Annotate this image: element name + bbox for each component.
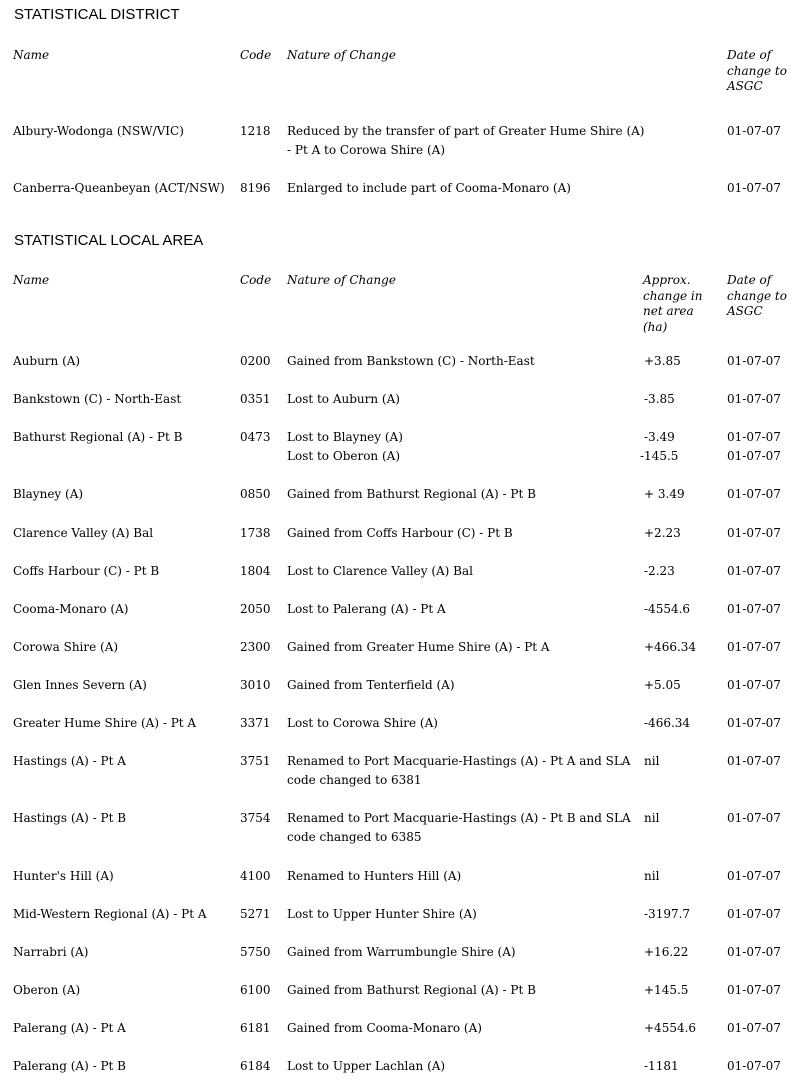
sla-row-area: -1181 bbox=[644, 1059, 679, 1073]
sla-row-date: 01-07-07 bbox=[727, 811, 781, 825]
sla-row-nature: Lost to Corowa Shire (A) bbox=[287, 716, 438, 730]
sla-row-name: Clarence Valley (A) Bal bbox=[13, 526, 154, 540]
sla-row-name: Cooma-Monaro (A) bbox=[13, 602, 129, 616]
sd-header-name: Name bbox=[13, 48, 50, 62]
sd-row-nature: Reduced by the transfer of part of Greater Hume Shire (A) bbox=[287, 124, 645, 138]
sla-row-area: -3.85 bbox=[644, 392, 675, 406]
sd-row-code: 8196 bbox=[240, 181, 271, 195]
sla-row-name: Hastings (A) - Pt A bbox=[13, 754, 126, 768]
sla-row-area: -2.23 bbox=[644, 564, 675, 578]
sla-row-nature: Gained from Bathurst Regional (A) - Pt B bbox=[287, 983, 536, 997]
sla-row-area: nil bbox=[644, 754, 660, 768]
sla-row-area: -3197.7 bbox=[644, 907, 691, 921]
sla-row-nature: Lost to Upper Lachlan (A) bbox=[287, 1059, 446, 1073]
sla-row-name: Glen Innes Severn (A) bbox=[13, 678, 147, 692]
sla-row-date: 01-07-07 bbox=[727, 907, 781, 921]
sla-row-area: +3.85 bbox=[644, 354, 681, 368]
sla-header-area: Approx. change in net area (ha) bbox=[643, 273, 703, 334]
sla-row-code: 3754 bbox=[240, 811, 271, 825]
sd-row-nature: - Pt A to Corowa Shire (A) bbox=[287, 143, 445, 157]
sla-row-date: 01-07-07 bbox=[727, 526, 781, 540]
sla-row-date: 01-07-07 bbox=[727, 716, 781, 730]
sd-header-date: Date of change to ASGC bbox=[727, 48, 787, 93]
sla-row-nature: Gained from Warrumbungle Shire (A) bbox=[287, 945, 516, 959]
sla-row-nature: Renamed to Port Macquarie-Hastings (A) - Pt A and SLA bbox=[287, 754, 631, 768]
sla-row-code: 6100 bbox=[240, 983, 271, 997]
sla-row-name: Greater Hume Shire (A) - Pt A bbox=[13, 716, 197, 730]
sla-row-name: Palerang (A) - Pt A bbox=[13, 1021, 126, 1035]
sla-row-code: 0351 bbox=[240, 392, 271, 406]
sla-row-nature: code changed to 6385 bbox=[287, 830, 422, 844]
sla-row-code: 5271 bbox=[240, 907, 271, 921]
sla-row-date: 01-07-07 bbox=[727, 564, 781, 578]
sla-row-name: Coffs Harbour (C) - Pt B bbox=[13, 564, 160, 578]
sla-row-nature: code changed to 6381 bbox=[287, 773, 422, 787]
sla-row-nature: Lost to Oberon (A) bbox=[287, 449, 401, 463]
sla-row-name: Bankstown (C) - North-East bbox=[13, 392, 182, 406]
sla-row-area: -4554.6 bbox=[644, 602, 691, 616]
sla-header-name: Name bbox=[13, 273, 50, 287]
sla-row-name: Corowa Shire (A) bbox=[13, 640, 119, 654]
sla-row-area: +4554.6 bbox=[644, 1021, 697, 1035]
sla-row-nature: Lost to Auburn (A) bbox=[287, 392, 400, 406]
sla-row-date: 01-07-07 bbox=[727, 945, 781, 959]
sd-header-code: Code bbox=[240, 48, 272, 62]
sla-row-date: 01-07-07 bbox=[727, 754, 781, 768]
sla-row-area: +466.34 bbox=[644, 640, 697, 654]
sd-row-code: 1218 bbox=[240, 124, 271, 138]
sla-row-name: Hastings (A) - Pt B bbox=[13, 811, 127, 825]
sla-row-code: 2050 bbox=[240, 602, 271, 616]
sd-row-name: Canberra-Queanbeyan (ACT/NSW) bbox=[13, 181, 225, 195]
sla-row-area: -466.34 bbox=[644, 716, 691, 730]
sla-row-date: 01-07-07 bbox=[727, 1059, 781, 1073]
sla-row-code: 6184 bbox=[240, 1059, 271, 1073]
sla-row-area: +16.22 bbox=[644, 945, 689, 959]
sd-row-date: 01-07-07 bbox=[727, 181, 781, 195]
sla-header-nature: Nature of Change bbox=[287, 273, 396, 287]
sla-row-code: 5750 bbox=[240, 945, 271, 959]
sla-row-nature: Gained from Bathurst Regional (A) - Pt B bbox=[287, 487, 536, 501]
sd-row-nature: Enlarged to include part of Cooma-Monaro (A) bbox=[287, 181, 571, 195]
sla-row-code: 4100 bbox=[240, 869, 271, 883]
sla-row-code: 3010 bbox=[240, 678, 271, 692]
sla-row-date: 01-07-07 bbox=[727, 678, 781, 692]
sla-row-area: +145.5 bbox=[644, 983, 689, 997]
sla-row-area: +5.05 bbox=[644, 678, 681, 692]
sla-row-code: 6181 bbox=[240, 1021, 271, 1035]
sla-row-area: + 3.49 bbox=[644, 487, 685, 501]
sla-row-date: 01-07-07 bbox=[727, 487, 781, 501]
sla-row-nature: Renamed to Hunters Hill (A) bbox=[287, 869, 462, 883]
sla-row-name: Oberon (A) bbox=[13, 983, 81, 997]
sla-row-name: Palerang (A) - Pt B bbox=[13, 1059, 126, 1073]
sla-row-nature: Lost to Palerang (A) - Pt A bbox=[287, 602, 446, 616]
sd-header-nature: Nature of Change bbox=[287, 48, 396, 62]
sla-row-code: 1804 bbox=[240, 564, 271, 578]
sla-row-name: Narrabri (A) bbox=[13, 945, 89, 959]
sla-row-nature: Gained from Tenterfield (A) bbox=[287, 678, 455, 692]
sla-row-code: 3371 bbox=[240, 716, 271, 730]
sla-row-nature: Gained from Bankstown (C) - North-East bbox=[287, 354, 535, 368]
sla-row-nature: Lost to Blayney (A) bbox=[287, 430, 403, 444]
sla-row-nature: Lost to Upper Hunter Shire (A) bbox=[287, 907, 477, 921]
sla-row-area: -3.49 bbox=[644, 430, 675, 444]
sla-row-nature: Gained from Greater Hume Shire (A) - Pt A bbox=[287, 640, 550, 654]
sla-row-nature: Gained from Coffs Harbour (C) - Pt B bbox=[287, 526, 513, 540]
sla-row-date: 01-07-07 bbox=[727, 430, 781, 444]
section-title-statistical-local-area: STATISTICAL LOCAL AREA bbox=[14, 232, 204, 249]
sla-row-name: Mid-Western Regional (A) - Pt A bbox=[13, 907, 207, 921]
sla-row-code: 2300 bbox=[240, 640, 271, 654]
sla-row-date: 01-07-07 bbox=[727, 392, 781, 406]
sla-row-date: 01-07-07 bbox=[727, 602, 781, 616]
sla-row-date: 01-07-07 bbox=[727, 983, 781, 997]
sla-row-date: 01-07-07 bbox=[727, 1021, 781, 1035]
sd-row-date: 01-07-07 bbox=[727, 124, 781, 138]
sla-row-code: 3751 bbox=[240, 754, 271, 768]
sla-row-area: -145.5 bbox=[640, 449, 679, 463]
sla-row-area: nil bbox=[644, 869, 660, 883]
section-title-statistical-district: STATISTICAL DISTRICT bbox=[14, 6, 180, 23]
sla-row-name: Hunter's Hill (A) bbox=[13, 869, 114, 883]
sla-header-code: Code bbox=[240, 273, 272, 287]
sla-row-nature: Gained from Cooma-Monaro (A) bbox=[287, 1021, 482, 1035]
sla-row-area: +2.23 bbox=[644, 526, 681, 540]
sla-row-code: 1738 bbox=[240, 526, 271, 540]
sla-row-name: Blayney (A) bbox=[13, 487, 84, 501]
sla-row-code: 0850 bbox=[240, 487, 271, 501]
sla-row-date: 01-07-07 bbox=[727, 354, 781, 368]
sla-row-nature: Lost to Clarence Valley (A) Bal bbox=[287, 564, 473, 578]
sd-row-name: Albury-Wodonga (NSW/VIC) bbox=[13, 124, 184, 138]
sla-row-date: 01-07-07 bbox=[727, 640, 781, 654]
sla-row-nature: Renamed to Port Macquarie-Hastings (A) - Pt B and SLA bbox=[287, 811, 631, 825]
sla-row-code: 0200 bbox=[240, 354, 271, 368]
sla-row-area: nil bbox=[644, 811, 660, 825]
sla-row-name: Auburn (A) bbox=[13, 354, 81, 368]
sla-row-date: 01-07-07 bbox=[727, 449, 781, 463]
sla-header-date: Date of change to ASGC bbox=[727, 273, 787, 318]
sla-row-date: 01-07-07 bbox=[727, 869, 781, 883]
sla-row-name: Bathurst Regional (A) - Pt B bbox=[13, 430, 183, 444]
sla-row-code: 0473 bbox=[240, 430, 271, 444]
